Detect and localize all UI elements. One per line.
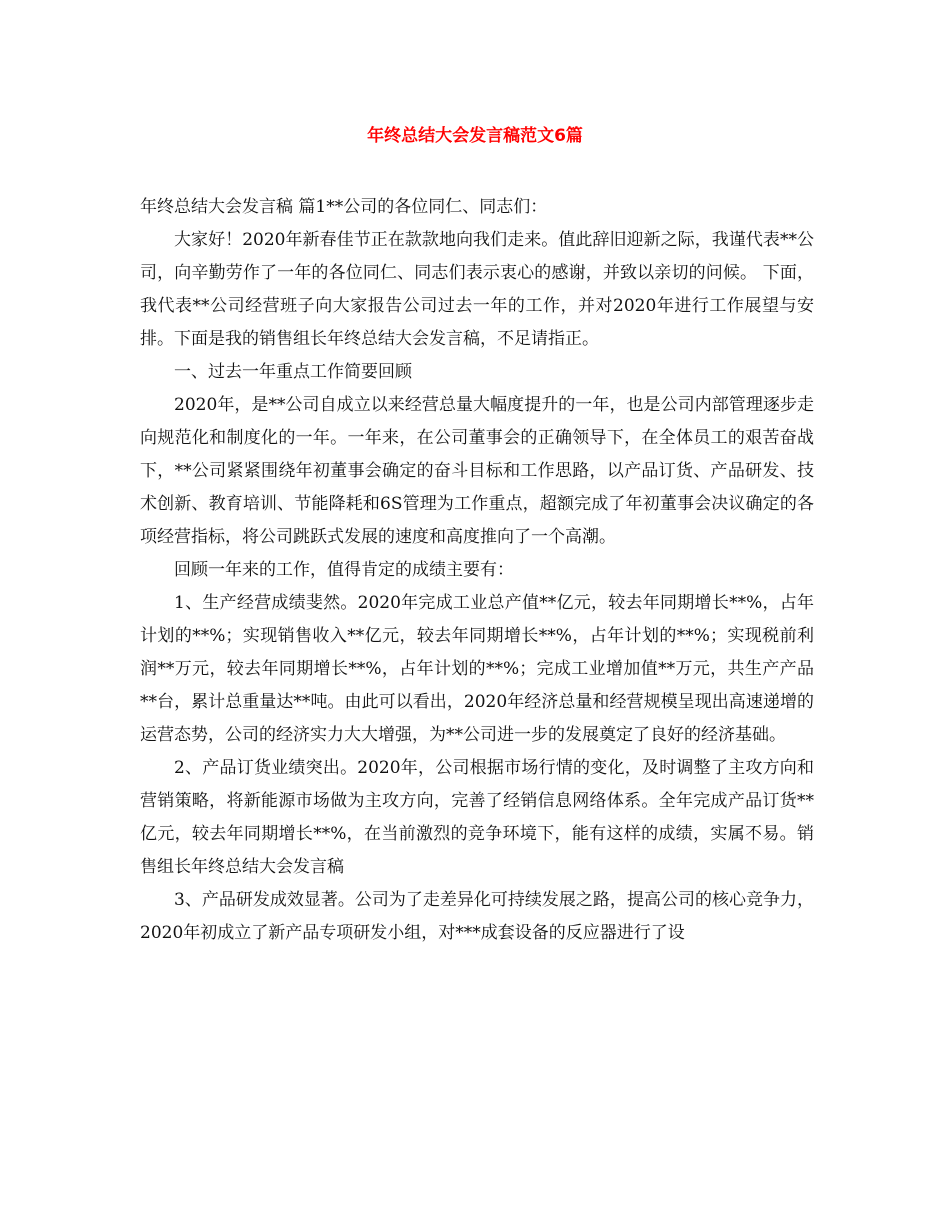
paragraph: 1、生产经营成绩斐然。2020年完成工业总产值**亿元，较去年同期增长**%，占年计划的**%；实现销售收入**亿元，较去年同期增长**%，占年计划的**%；实现税前利润**万元，较去年同期增长**%，占年计划的**%；完成工业增加值**万元，共生产产品**台，累计总重量达**吨。由此可以看出，2020年经济总量和经营规模呈现出高速递增的运营态势，公司的经济实力大大增强，为**公司进一步的发展奠定了良好的经济基础。 — [140, 593, 814, 745]
document-body — [140, 191, 814, 950]
document-title: 年终总结大会发言稿范文6篇 — [367, 126, 583, 146]
paragraph: 年终总结大会发言稿 篇1**公司的各位同仁、同志们： — [140, 197, 548, 217]
paragraph: 一、过去一年重点工作简要回顾 — [174, 362, 412, 382]
paragraph: 3、产品研发成效显著。公司为了走差异化可持续发展之路，提高公司的核心竞争力，2020年初成立了新产品专项研发小组，对***成套设备的反应器进行了设 — [140, 890, 814, 943]
paragraph: 回顾一年来的工作，值得肯定的成绩主要有： — [174, 560, 514, 580]
paragraph: 大家好！2020年新春佳节正在款款地向我们走来。值此辞旧迎新之际，我谨代表**公司，向辛勤劳作了一年的各位同仁、同志们表示衷心的感谢，并致以亲切的问候。 下面，我代表**公司经营班子向大家报告公司过去一年的工作，并对2020年进行工作展望与安排。下面是我的销售组长年终总结大会发言稿，不足请指正。 — [140, 230, 814, 349]
paragraph: 2、产品订货业绩突出。2020年，公司根据市场行情的变化，及时调整了主攻方向和营销策略，将新能源市场做为主攻方向，完善了经销信息网络体系。全年完成产品订货**亿元，较去年同期增长**%，在当前激烈的竞争环境下，能有这样的成绩，实属不易。销售组长年终总结大会发言稿 — [140, 758, 814, 877]
paragraph: 2020年，是**公司自成立以来经营总量大幅度提升的一年，也是公司内部管理逐步走向规范化和制度化的一年。一年来，在公司董事会的正确领导下，在全体员工的艰苦奋战下，**公司紧紧围绕年初董事会确定的奋斗目标和工作思路，以产品订货、产品研发、技术创新、教育培训、节能降耗和6S管理为工作重点，超额完成了年初董事会决议确定的各项经营指标，将公司跳跃式发展的速度和高度推向了一个高潮。 — [140, 395, 814, 547]
